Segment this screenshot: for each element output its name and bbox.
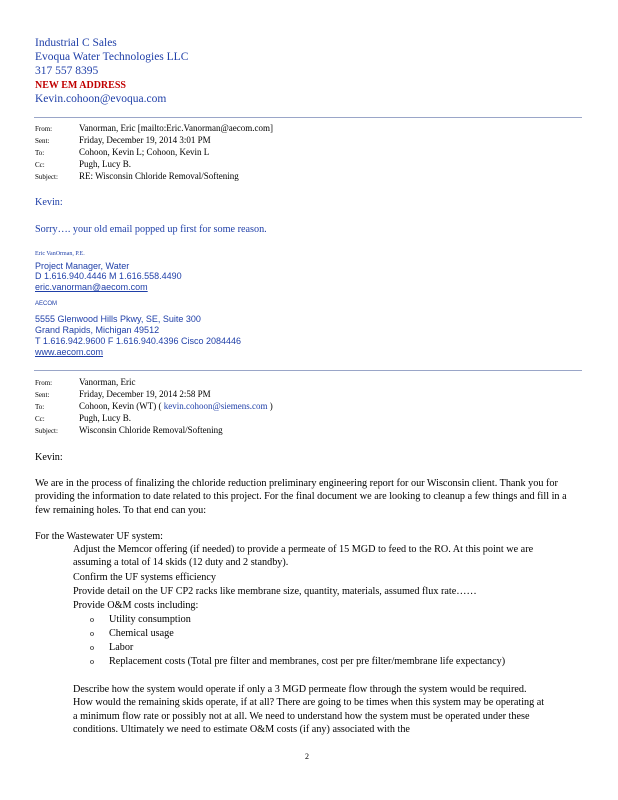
bullet-text: Adjust the Memcor offering (if needed) to provide a permeate of 15 MGD to feed to the RO. At this point we are assuming a total of 14 skids (12 duty and 2 standby). (73, 544, 534, 569)
bullet-item (58, 585, 548, 598)
sub-bullet-marker: o (90, 615, 94, 624)
subject-value: Wisconsin Chloride Removal/Softening (79, 425, 223, 435)
sub-bullet-marker: o (90, 657, 94, 666)
cc-value: Pugh, Lucy B. (79, 413, 132, 423)
header2-subject (35, 425, 223, 438)
bullet-item (58, 571, 548, 584)
subject-label: Subject: (35, 427, 58, 435)
to-prefix: Cohoon, Kevin (WT) ( (79, 401, 162, 411)
cc-label: Cc: (35, 415, 45, 423)
to-value: Cohoon, Kevin L; Cohoon, Kevin L (79, 147, 210, 157)
bullet-text: Provide detail on the UF CP2 racks like membrane size, quantity, materials, assumed flux rate…… (73, 586, 477, 597)
to-label: To: (35, 403, 45, 411)
eric-email-link[interactable]: eric.vanorman@aecom.com (35, 282, 148, 292)
to-email-link[interactable]: kevin.cohoon@siemens.com (163, 401, 268, 411)
header1-sent (35, 135, 211, 148)
header2-sent (35, 389, 211, 402)
eric-name: Eric VanOrman, P.E. (35, 251, 85, 257)
eric-phones: D 1.616.940.4446 M 1.616.558.4490 (35, 271, 182, 281)
header2-to (35, 401, 273, 414)
divider (34, 370, 582, 371)
original-greeting: Kevin: (35, 452, 63, 463)
section-heading: For the Wastewater UF system: (35, 531, 164, 542)
cc-value: Pugh, Lucy B. (79, 159, 132, 169)
header1-to (35, 147, 209, 160)
aecom-street: 5555 Glenwood Hills Pkwy, SE, Suite 300 (35, 314, 201, 324)
signature-email[interactable]: Kevin.cohoon@evoqua.com (35, 93, 167, 105)
header1-from (35, 123, 273, 136)
sub-bullet-item (90, 641, 540, 654)
reply-greeting: Kevin: (35, 197, 63, 208)
signature-company: Evoqua Water Technologies LLC (35, 51, 189, 63)
bullet-text: Confirm the UF systems efficiency (73, 572, 216, 583)
bullet-text: Provide O&M costs including: (73, 600, 199, 611)
page-number: 2 (305, 752, 309, 761)
sub-bullet-text: Replacement costs (Total pre filter and membranes, cost per pre filter/membrane life expectancy) (109, 656, 506, 667)
bullet-item (58, 683, 548, 737)
sub-bullet-item (90, 627, 540, 640)
aecom-web-link[interactable]: www.aecom.com (35, 347, 104, 357)
sub-bullet-text: Utility consumption (109, 614, 191, 625)
to-suffix: ) (269, 401, 273, 411)
sub-bullet-text: Chemical usage (109, 628, 174, 639)
bullet-item (58, 543, 548, 570)
from-value: Vanorman, Eric (79, 377, 136, 387)
header2-cc (35, 413, 131, 426)
to-label: To: (35, 149, 45, 157)
aecom-city: Grand Rapids, Michigan 49512 (35, 325, 160, 335)
subject-value: RE: Wisconsin Chloride Removal/Softening (79, 171, 239, 181)
sent-value: Friday, December 19, 2014 3:01 PM (79, 135, 211, 145)
aecom-phones: T 1.616.942.9600 F 1.616.940.4396 Cisco 2084446 (35, 336, 241, 346)
new-email-label: NEW EM ADDRESS (35, 80, 126, 91)
header1-subject (35, 171, 239, 184)
signature-title: Industrial C Sales (35, 37, 117, 49)
aecom-logo-text: AECOM (35, 301, 58, 307)
divider (34, 117, 582, 118)
sub-bullet-item (90, 655, 540, 668)
eric-role: Project Manager, Water (35, 261, 130, 271)
sub-bullet-item (90, 613, 540, 626)
sub-bullet-marker: o (90, 643, 94, 652)
from-label: From: (35, 379, 53, 387)
sub-bullet-text: Labor (109, 642, 134, 653)
sent-value: Friday, December 19, 2014 2:58 PM (79, 389, 211, 399)
header2-from (35, 377, 135, 390)
sub-bullet-marker: o (90, 629, 94, 638)
signature-phone: 317 557 8395 (35, 65, 99, 77)
cc-label: Cc: (35, 161, 45, 169)
bullet-item (58, 599, 548, 612)
header1-cc (35, 159, 131, 172)
reply-text: Sorry…. your old email popped up first for some reason. (35, 224, 267, 235)
subject-label: Subject: (35, 173, 58, 181)
sent-label: Sent: (35, 137, 50, 145)
sent-label: Sent: (35, 391, 50, 399)
bullet-text: Describe how the system would operate if only a 3 MGD permeate flow through the system would be required. How would the remaining skids operate, if at all? There are going to be times when this system may be operating at a minimum flow rate or possibly not at all. We need to understand how the system must be operated under these conditions. Ultimately we need to estimate O&M costs (if any) associated with the (73, 684, 545, 736)
intro-paragraph: We are in the process of finalizing the chloride reduction preliminary engineering report for our Wisconsin client. Thank you for providing the information to date related to this project. For the final document we are looking to cleanup a few things and fill in a few remaining holes. To that end can you: (35, 478, 567, 516)
from-value: Vanorman, Eric [mailto:Eric.Vanorman@aecom.com] (79, 123, 273, 133)
from-label: From: (35, 125, 53, 133)
